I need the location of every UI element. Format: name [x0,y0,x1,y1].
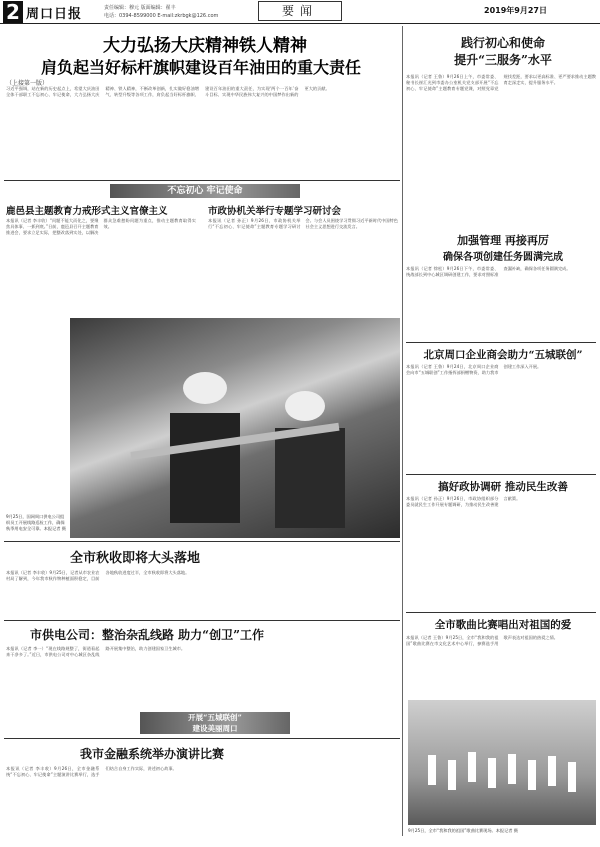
right-2-body-text: 本报讯（记者 王鲁）9月24日，北京周口企业商会向市“五城联创”工作指挥部捐赠物资，助力我市创建工作深入开展。 [406,364,542,375]
col-b-body-text: 本报讯（记者 孙正）9月26日，市政协机关举行“不忘初心、牢记使命”主题教育专题学习研讨会。与会人员围绕学习贯彻习近平新时代中国特色社会主义思想进行交流发言。 [208,218,398,229]
divider [406,342,596,343]
photo-caption: 9月25日，国网周口供电公司组织员工开展线路巡检工作，确保秋季用电安全可靠。本报记者 摄 [6,514,66,531]
masthead [0,0,600,24]
right-4-body-text: 本报讯（记者 王鲁）9月25日，全市“我和我的祖国”歌曲比赛在市文化艺术中心举行，参赛选手用歌声表达对祖国的热爱之情。 [406,635,558,646]
power-body [6,646,398,708]
divider [406,474,596,475]
right-3-title: 搞好政协调研 推动民生改善 [438,481,568,493]
power-body-text: 本报讯（记者 李一）“现在线路规整了，街道看起来干净多了。”近日，市供电公司对中心城区杂乱线路开展集中整治，助力创建国家卫生城市。 [6,646,186,657]
right-4-body [406,635,596,697]
finance-title: 我市金融系统举办演讲比赛 [80,747,225,761]
lead-kicker: （上接第一版） [6,80,49,87]
lead-headline-2: 肩负起当好标杆旗帜建设百年油田的重大责任 [40,58,361,77]
campaign-banner-line-1: 开展“五城联创” [188,713,242,722]
finance-body [6,766,398,842]
divider [4,180,400,181]
right-3-body-text: 本报讯（记者 孙正）9月26日，市政协组织部分委员就民生工作开展专题调研，为推动民生改善建言献策。 [406,496,521,507]
lead-body [6,86,398,176]
lead-headline-1: 大力弘扬大庆精神铁人精神 [103,36,307,56]
theme-banner: 不忘初心 牢记使命 [110,184,300,198]
campaign-banner [140,712,290,734]
section-label: 要闻 [258,1,342,21]
header-meta-2: 电话：0394-8599000 E-mail:zkrbgk@126.com [104,13,219,19]
right-top-body [406,74,596,224]
autumn-body-text: 本报讯（记者 李丰收）9月25日，记者从市农业农村局了解到，今年我市秋作物种植面积稳定，目前各地秋收进度过半，全市秋收即将大头落地。 [6,570,190,581]
right-top-title-2: 提升“三服务”水平 [454,53,552,67]
right-2-title: 北京周口企业商会助力“五城联创” [423,349,583,361]
performers-photo-icon [408,700,596,825]
paper-name: 周口日报 [26,7,83,22]
choir-photo [408,700,596,825]
campaign-banner-line-2: 建设美丽周口 [192,724,238,733]
choir-caption: 9月25日，全市“我和我的祖国”歌曲比赛现场。本报记者 摄 [408,828,518,833]
autumn-body [6,570,398,618]
right-mid-body [406,266,596,346]
divider [406,612,596,613]
right-mid-title-2: 确保各项创建任务圆满完成 [443,252,563,263]
page-number: 2 [3,1,23,23]
col-b-title: 市政协机关举行专题学习研讨会 [208,206,342,217]
autumn-title: 全市秋收即将大头落地 [70,551,201,566]
power-title: 市供电公司：整治杂乱线路 助力“创卫”工作 [30,628,264,642]
col-a-body-text: 本报讯（记者 李丰收）“问题不能大而化之，要聚焦具体事、一抓到底。”日前，鹿邑县召开主题教育推进会，要求立足实际，把整改落到实处，以解决群众急难愁盼问题为重点，推动主题教育取得实效。 [6,218,196,235]
right-4-title: 全市歌曲比赛唱出对祖国的爱 [434,619,572,631]
divider [4,738,400,739]
divider [4,541,400,542]
right-2-body [406,364,596,474]
right-mid-body-text: 本报讯（记者 徐松）9月26日下午，市委常委、统战部长到中心城区调研创建工作，要求对照标准查漏补缺，确保各项任务圆满完成。 [406,266,571,277]
right-mid-title-1: 加强管理 再接再厉 [457,234,549,247]
right-top-body-text: 本报讯（记者 王鲁）9月26日上午，市委常委、秘书长崔汇光到市委办公室机关党支部开展“不忘初心、牢记使命”主题教育专题党课，对照党章党规找差距，要求以更高标准、更严要求推动主题教育走深走实，提升服务水平。 [406,74,596,91]
column-divider [402,26,403,836]
right-top-title-1: 践行初心和使命 [460,36,545,50]
col-a-body [6,218,196,290]
finance-body-text: 本报讯（记者 李丰收）9月26日，全市金融系统“不忘初心、牢记使命”主题演讲比赛举行，选手们结合自身工作实际，讲述初心故事。 [6,766,177,777]
header-meta-1: 责任编辑：穆元 版面编辑：翟丰 [104,5,176,11]
news-photo [70,318,400,538]
divider [4,620,400,621]
lead-body-text: 习近平强调，站在新的历史起点上，希望大庆油田全体干部职工不忘初心、牢记使命，大力弘扬大庆精神、铁人精神，不断改革创新，扎实做好稳油增气、转型升级等各项工作，肩负起当好标杆旗帜、建设百年油田的重大责任，为实现‘两个一百年’奋斗目标、实现中华民族伟大复兴的中国梦作出新的更大的贡献。 [6,86,330,97]
issue-date: 2019年9月27日 [484,6,547,15]
col-a-title: 鹿邑县主题教育力戒形式主义官僚主义 [6,206,168,217]
col-b-body [208,218,398,290]
linemen-photo-icon [70,318,400,538]
right-3-body [406,496,596,611]
